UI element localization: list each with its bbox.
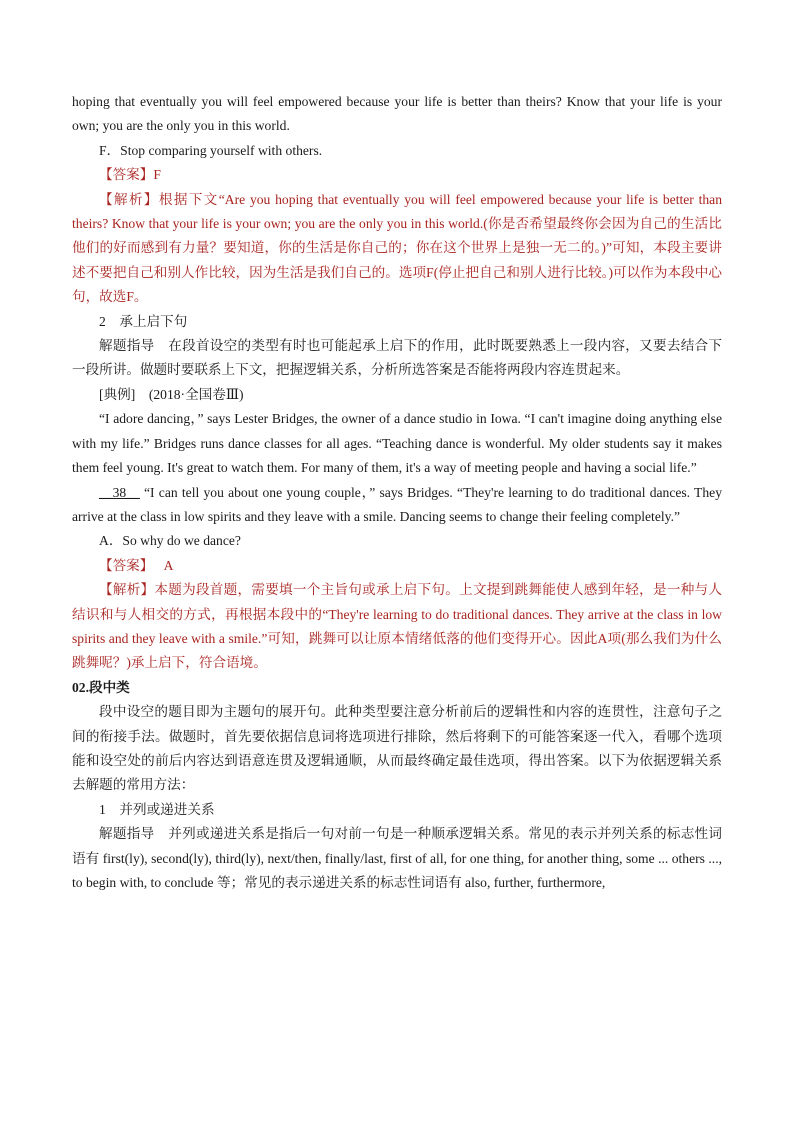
guide-transition: 解题指导 在段首设空的类型有时也可能起承上启下的作用，此时既要熟悉上一段内容，又要去结合下一段所讲。做题时要联系上下文，把握逻辑关系，分析所选答案是否能将两段内容连贯起来。 (72, 338, 722, 378)
example-paragraph-2-text: “I can tell you about one young couple，” says Bridges. “They're learning to do traditional dances. They arrive at the class in low spirits and they leave with a smile. Dancing seems to change their feeling completely.” (72, 484, 722, 524)
section-title-transition: 2 承上启下句 (99, 313, 188, 329)
option-f: F．Stop comparing yourself with others. (99, 142, 323, 158)
answer-1 (72, 163, 722, 187)
example-paragraph-1: “I adore dancing，” says Lester Bridges, the owner of a dance studio in Iowa. “I can't imagine doing anything else with my life.” Bridges runs dance classes for all ages. “Teaching dance is wonderful. My older students say it makes them feel young. It's great to watch them. For many of them, it's a way of meeting people and having a social life.” (72, 411, 722, 476)
blank-number: __38__ (99, 484, 140, 500)
example-paragraph-2 (72, 481, 722, 530)
analysis-text: 本题为段首题，需要填一个主旨句或承上启下句。上文提到跳舞能使人感到年轻，是一种与人结识和与人相交的方式，再根据本段中的“They're learning to do traditional dances. They arrive at the class in low spirits and they leave with a smile.”可知，跳舞可以让原本情绪低落的他们变得开心。因此A项(那么我们为什么跳舞呢？)承上启下，符合语境。 (72, 582, 723, 671)
analysis-2 (72, 578, 722, 676)
analysis-label: 【解析】 (99, 582, 155, 598)
option-a: A．So why do we dance? (99, 533, 241, 549)
example-label: [典例] (2018·全国卷Ⅲ) (99, 386, 244, 402)
analysis-text: 根据下文“Are you hoping that eventually you will feel empowered because your life is better than theirs? Know that your life is your own; you are the only you in this world.(你是否希望最终你会因为自己的生活比他们的好而感到有力量？要知道，你的生活是你自己的；你在这个世界上是独一无二的。)”可知，本段主要讲述不要把自己和别人作比较，因为生活是我们自己的。选项F(停止把自己和别人进行比较。)可以作为本段中心句，故选F。 (72, 191, 722, 305)
section-title-parallel: 1 并列或递进关系 (99, 801, 215, 817)
document-page (72, 90, 722, 895)
answer-label: 【答案】 (99, 557, 154, 573)
answer-label: 【答案】 (99, 167, 154, 183)
answer-2 (72, 554, 722, 578)
analysis-label: 【解析】 (99, 191, 159, 207)
guide-parallel: 解题指导 并列或递进关系是指后一句对前一句是一种顺承逻辑关系。常见的表示并列关系的标志性词语有 first(ly), second(ly), third(ly), next/then, finally/last, first of all, for one thing, for another thing, some ... others ..., to begin with, to conclude 等；常见的表示递进关系的标志性词语有 also, further, furthermore, (72, 826, 722, 890)
mid-paragraph-intro: 段中设空的题目即为主题句的展开句。此种类型要注意分析前后的逻辑性和内容的连贯性，注意句子之间的衔接手法。做题时，首先要依据信息词将选项进行排除，然后将剩下的可能答案逐一代入，看哪个选项能和设空处的前后内容达到语意连贯及逻辑通顺，从而最终确定最佳选项，得出答案。以下为依据逻辑关系去解题的常用方法： (72, 704, 722, 793)
answer-value: A (163, 557, 174, 573)
analysis-1 (72, 188, 722, 310)
paragraph-continuation: hoping that eventually you will feel empowered because your life is better than theirs? Know that your life is your own; you are the only you in this world. (72, 94, 722, 134)
answer-value: F (153, 167, 161, 183)
heading-mid-paragraph: 02.段中类 (72, 679, 130, 695)
